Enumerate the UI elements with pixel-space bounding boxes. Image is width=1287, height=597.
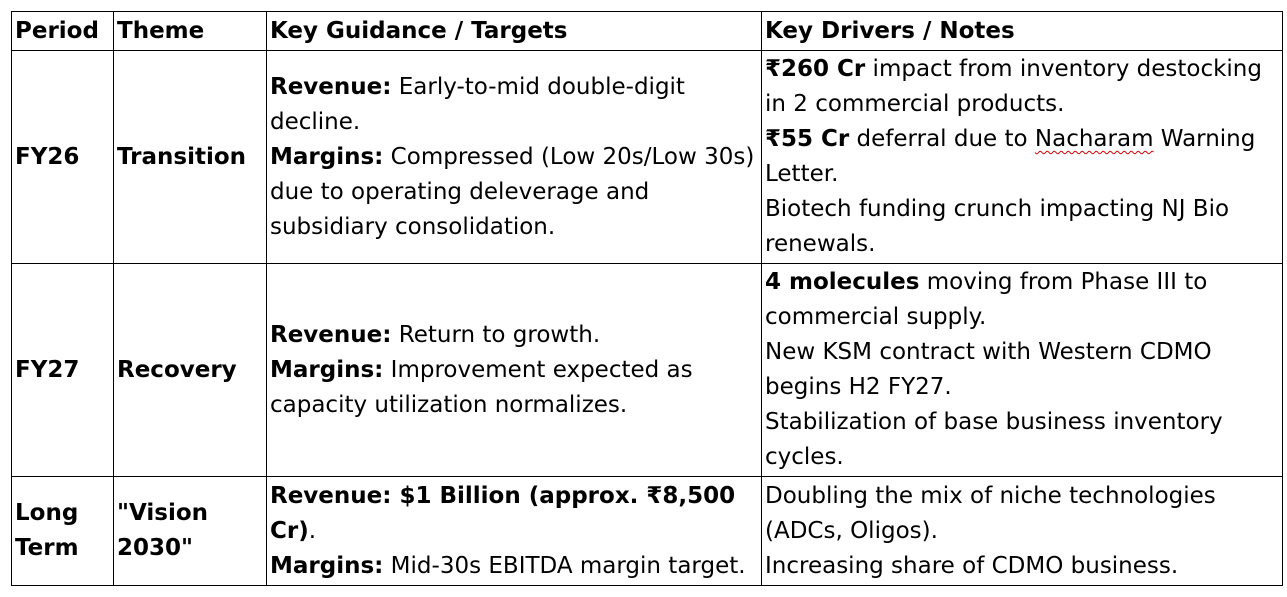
revenue-text: . — [308, 517, 317, 544]
margins-text: Mid-30s EBITDA margin target. — [383, 552, 746, 579]
revenue-text: Early-to-mid double-digit decline. — [270, 73, 685, 135]
driver-note — [765, 122, 1279, 192]
drivers-cell — [762, 477, 1283, 586]
drivers-cell — [762, 264, 1283, 477]
driver-highlight: ₹260 Cr — [765, 56, 866, 82]
driver-text: Warning Letter. — [765, 126, 1256, 187]
table-row — [12, 264, 1283, 477]
guidance-cell — [267, 51, 762, 264]
margins-line — [270, 549, 758, 584]
table-row — [12, 477, 1283, 586]
revenue-label: Revenue: $1 Billion (approx. ₹8,500 Cr) — [270, 482, 736, 544]
driver-note: Increasing share of CDMO business. — [765, 552, 1179, 579]
revenue-label: Revenue: — [270, 321, 392, 348]
revenue-line — [270, 318, 758, 353]
driver-text: impact from inventory destocking in 2 commercial products. — [765, 56, 1262, 117]
driver-text: deferral due to — [849, 126, 1035, 152]
theme-cell: Transition — [114, 51, 267, 264]
margins-text: Improvement expected as capacity utilization normalizes. — [270, 356, 693, 418]
header-period: Period — [12, 12, 114, 51]
table-row — [12, 51, 1283, 264]
guidance-cell — [267, 477, 762, 586]
header-guidance: Key Guidance / Targets — [267, 12, 762, 51]
spellcheck-flagged-word[interactable]: Nacharam — [1034, 126, 1154, 152]
margins-line — [270, 140, 758, 245]
header-theme: Theme — [114, 12, 267, 51]
period-cell: FY26 — [12, 51, 114, 264]
revenue-line — [270, 70, 758, 140]
revenue-label: Revenue: — [270, 73, 392, 100]
margins-text: Compressed (Low 20s/Low 30s) due to operating deleverage and subsidiary consolidation. — [270, 143, 755, 240]
driver-highlight: 4 molecules — [765, 269, 920, 295]
driver-note: Biotech funding crunch impacting NJ Bio renewals. — [765, 196, 1230, 257]
revenue-text: Return to growth. — [391, 321, 601, 348]
revenue-line — [270, 479, 758, 549]
driver-note: New KSM contract with Western CDMO begins H2 FY27. — [765, 339, 1212, 400]
header-row — [12, 12, 1283, 51]
period-cell: Long Term — [12, 477, 114, 586]
margins-line — [270, 353, 758, 423]
driver-note: Doubling the mix of niche technologies (ADCs, Oligos). — [765, 482, 1216, 544]
margins-label: Margins: — [270, 143, 384, 170]
guidance-table — [11, 11, 1283, 586]
period-cell: FY27 — [12, 264, 114, 477]
margins-label: Margins: — [270, 356, 384, 383]
driver-highlight: ₹55 Cr — [765, 126, 850, 152]
theme-cell: "Vision 2030" — [114, 477, 267, 586]
header-drivers: Key Drivers / Notes — [762, 12, 1283, 51]
driver-note: Stabilization of base business inventory cycles. — [765, 409, 1223, 470]
driver-text: moving from Phase III to commercial supply. — [765, 269, 1208, 330]
driver-note — [765, 52, 1279, 122]
guidance-cell — [267, 264, 762, 477]
driver-note — [765, 265, 1279, 335]
theme-cell: Recovery — [114, 264, 267, 477]
drivers-cell — [762, 51, 1283, 264]
margins-label: Margins: — [270, 552, 384, 579]
